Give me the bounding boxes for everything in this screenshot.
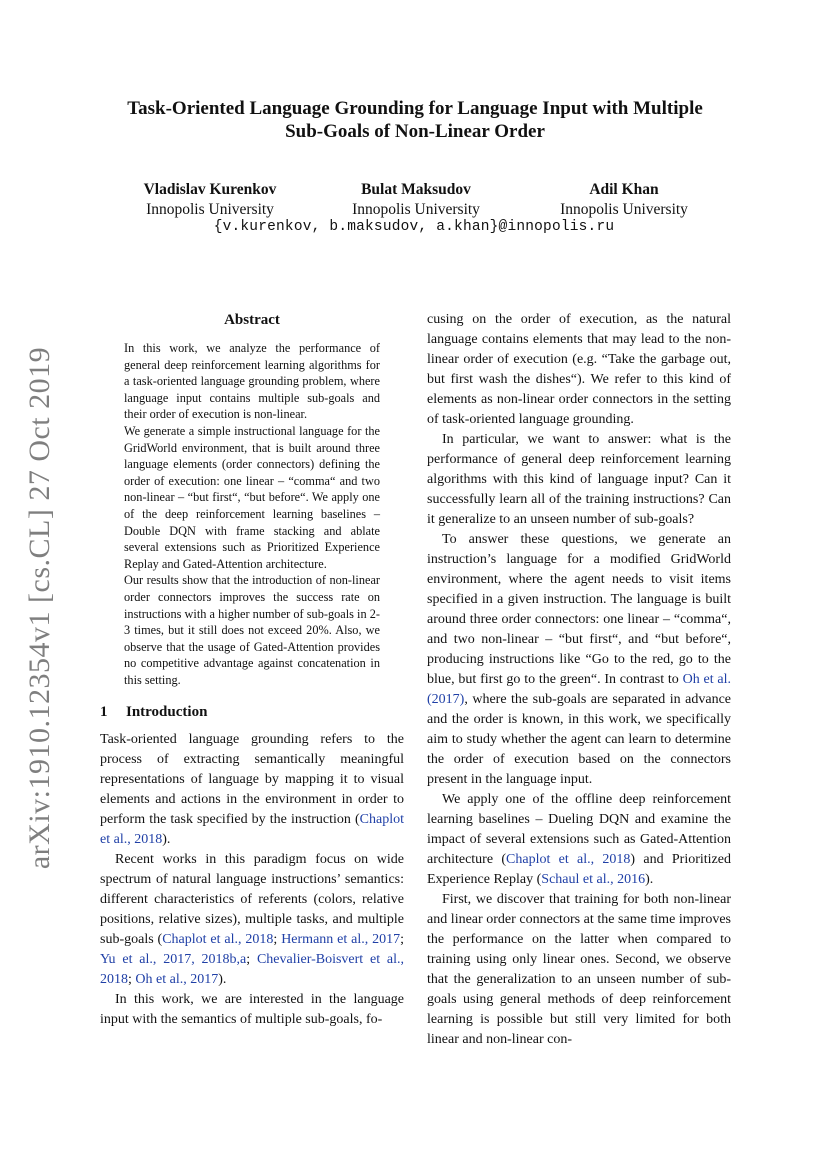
abstract-paragraph: We generate a simple instructional language for the GridWorld environment, that is built around three language elements (order connectors) defining the order of execution: one linear – “comma“ and two non-linear – “but first“, “but before“. We apply one of the deep reinforcement learning baselines – Double DQN with frame stacking and ablate several extensions such as Prioritized Experience Replay and Gated-Attention architecture.	[124, 423, 380, 571]
citation-link[interactable]: Schaul et al., 2016	[541, 872, 646, 887]
author-3	[524, 180, 724, 220]
right-paragraph-3	[427, 530, 731, 790]
title-line-2: Sub-Goals of Non-Linear Order	[285, 121, 545, 142]
left-column	[100, 310, 404, 1030]
paragraph-text: Task-oriented language grounding refers to the process of extracting semantically meaningful representations of language by mapping it to visual elements and actions in the environment in order to perform the task specified by the instruction (	[100, 732, 404, 828]
citation-link[interactable]: Oh et al., 2017	[135, 972, 219, 988]
citation-link[interactable]: Chaplot et al., 2018	[100, 812, 404, 848]
paragraph-text: ;	[400, 932, 405, 948]
intro-paragraph-1	[100, 730, 404, 850]
citation-link[interactable]: Oh et al. (2017)	[427, 672, 731, 707]
author-name: Adil Khan	[589, 181, 659, 198]
section-title: Introduction	[126, 704, 208, 721]
author-name: Bulat Maksudov	[361, 181, 471, 198]
citation-link[interactable]: Yu et al., 2017, 2018b,a	[100, 952, 247, 968]
abstract-paragraph: Our results show that the introduction of non-linear order connectors improves the success rate on instructions with a higher number of sub-goals in 2-3 times, but it still does not exceed 20%. Also, we observe that the usage of Gated-Attention provides no competitive advantage against concatenation in this setting.	[124, 573, 380, 687]
author-affiliation: Innopolis University	[560, 201, 688, 218]
intro-paragraph-2	[100, 850, 404, 990]
paragraph-text: ;	[246, 952, 257, 968]
paragraph-text: ).	[218, 972, 227, 988]
right-column	[427, 310, 731, 1050]
paragraph-text: Recent works in this paradigm focus on wide spectrum of natural language instructions’ semantics: different characteristics of referents (colors, relative positions, relative sizes), multiple tasks, and multiple sub-goals (	[100, 852, 404, 948]
section-heading-introduction	[100, 702, 404, 722]
paragraph-text: To answer these questions, we generate an instruction’s language for a modified GridWorld environment, where the agent needs to visit items specified in a given instruction. The language is built around three order connectors: one linear – “comma“, and two non-linear – “but first“, and “but before“, producing instructions like “Go to the red, go to the blue, but first go to the green“. In contrast to	[427, 532, 731, 687]
author-affiliation: Innopolis University	[146, 201, 274, 218]
abstract-paragraph: In this work, we analyze the performance of general deep reinforcement learning algorithms for a task-oriented language grounding problem, where language input contains multiple sub-goals and their order of execution is non-linear.	[124, 341, 380, 422]
intro-paragraph-3: In this work, we are interested in the language input with the semantics of multiple sub-goals, fo-	[100, 992, 404, 1028]
author-1	[110, 180, 310, 220]
right-paragraph-2: In particular, we want to answer: what is the performance of general deep reinforcement learning algorithms with this kind of language input? Can it successfully learn all of the training instructions? Can it generalize to an unseen number of sub-goals?	[427, 432, 731, 527]
citation-link[interactable]: Hermann et al., 2017	[281, 932, 401, 948]
paragraph-text: ) and Prioritized Experience Replay (	[427, 852, 731, 887]
paragraph-text: ;	[273, 932, 282, 948]
abstract-heading: Abstract	[224, 312, 280, 328]
author-2	[316, 180, 516, 220]
author-affiliation: Innopolis University	[352, 201, 480, 218]
citation-link[interactable]: Chaplot et al., 2018	[162, 932, 274, 948]
right-paragraph-1: cusing on the order of execution, as the natural language contains elements that may lead to the non-linear order of execution (e.g. “Take the garbage out, but first wash the dishes“). We refer to this kind of elements as non-linear order connectors in the setting of task-oriented language grounding.	[427, 312, 731, 427]
paragraph-text: We apply one of the offline deep reinforcement learning baselines – Dueling DQN and examine the impact of several extensions such as Gated-Attention architecture (	[427, 792, 731, 867]
paper-title	[90, 97, 740, 143]
abstract-body	[100, 340, 404, 688]
paragraph-text: ;	[128, 972, 136, 988]
right-paragraph-4	[427, 790, 731, 890]
citation-link[interactable]: Chevalier-Boisvert et al., 2018	[100, 952, 405, 988]
author-name: Vladislav Kurenkov	[143, 181, 277, 198]
section-number: 1	[100, 704, 108, 721]
paragraph-text: ).	[162, 832, 171, 848]
paragraph-text: , where the sub-goals are separated in advance and the order is known, in this work, we specifically aim to study whether the agent can learn to determine the order of execution based on the connectors present in the language input.	[427, 692, 731, 787]
citation-link[interactable]: Chaplot et al., 2018	[506, 852, 631, 867]
paragraph-text: ).	[645, 872, 654, 887]
title-line-1: Task-Oriented Language Grounding for Language Input with Multiple	[127, 98, 703, 119]
arxiv-stamp-text: arXiv:1910.12354v1 [cs.CL] 27 Oct 2019	[23, 346, 57, 870]
right-paragraph-5: First, we discover that training for both non-linear and linear order connectors at the same time improves the performance on the latter when compared to training using only linear ones. Second, we observe that the generalization to an unseen number of sub-goals using general methods of deep reinforcement learning is possible but still very limited for both linear and non-linear con-	[427, 892, 731, 1047]
author-emails: {v.kurenkov, b.maksudov, a.khan}@innopolis.ru	[213, 219, 615, 235]
arxiv-stamp	[18, 346, 62, 870]
